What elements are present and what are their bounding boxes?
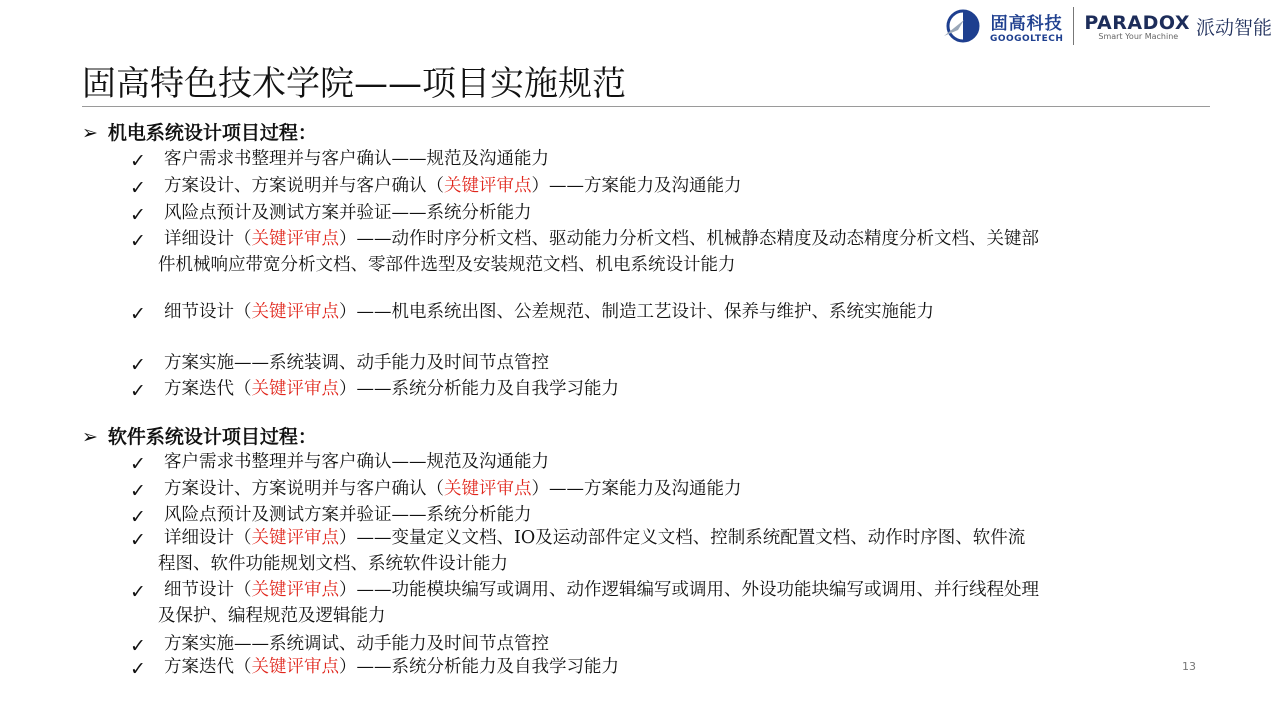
item-text: 详细设计（ (164, 229, 252, 249)
list-item-text (130, 449, 1040, 475)
item-text: 细节设计（ (164, 302, 252, 322)
list-item-text (130, 226, 1040, 278)
list-item (130, 200, 1040, 226)
item-highlight: 关键评审点 (251, 229, 339, 249)
list-item-text (130, 654, 1040, 680)
header-logos (942, 4, 1272, 48)
item-text-suffix: ）——方案能力及沟通能力 (531, 479, 742, 499)
list-item (130, 525, 1040, 577)
item-highlight: 关键评审点 (251, 379, 339, 399)
list-item-text (130, 476, 1040, 502)
checkmark-icon: ✓ (130, 354, 146, 376)
googoltech-logo-icon (942, 6, 982, 46)
item-text: 客户需求书整理并与客户确认——规范及沟通能力 (164, 452, 549, 472)
paradox-tagline: Smart Your Machine (1098, 31, 1179, 41)
checkmark-icon: ✓ (130, 303, 146, 325)
checkmark-icon: ✓ (130, 635, 146, 657)
item-text: 风险点预计及测试方案并验证——系统分析能力 (164, 505, 532, 525)
item-text: 方案迭代（ (164, 657, 252, 677)
item-highlight: 关键评审点 (251, 302, 339, 322)
item-highlight: 关键评审点 (444, 176, 532, 196)
list-item (130, 476, 1040, 502)
list-item (130, 173, 1040, 199)
section-heading-text: 机电系统设计项目过程： (107, 122, 317, 144)
arrow-bullet-icon: ➢ (82, 122, 98, 144)
item-text-suffix: ）——变量定义文档、IO及运动部件定义文档、控制系统配置文档、动作时序图、软件流程图、软件功能规划文档、系统软件设计能力 (158, 528, 1026, 574)
list-item-text (130, 577, 1040, 629)
item-text: 方案设计、方案说明并与客户确认（ (164, 176, 444, 196)
item-text-suffix: ）——系统分析能力及自我学习能力 (339, 657, 619, 677)
section-heading-mechatronics (82, 118, 317, 145)
page-number: 13 (1182, 660, 1196, 673)
item-highlight: 关键评审点 (251, 657, 339, 677)
list-item-text (130, 350, 1040, 376)
paradox-name: PARADOX (1084, 11, 1190, 34)
checkmark-icon: ✓ (130, 506, 146, 528)
checkmark-icon: ✓ (130, 204, 146, 226)
list-item (130, 146, 1040, 172)
list-item (130, 350, 1040, 376)
item-text: 详细设计（ (164, 528, 252, 548)
paradox-cn-name: 派动智能 (1195, 16, 1272, 39)
item-text-suffix: ）——机电系统出图、公差规范、制造工艺设计、保养与维护、系统实施能力 (339, 302, 934, 322)
list-item-text (130, 376, 1040, 402)
list-item-text (130, 200, 1040, 226)
item-highlight: 关键评审点 (251, 528, 339, 548)
section-heading-software (82, 422, 317, 449)
arrow-bullet-icon: ➢ (82, 426, 98, 448)
list-item (130, 376, 1040, 402)
item-text: 方案设计、方案说明并与客户确认（ (164, 479, 444, 499)
item-text: 客户需求书整理并与客户确认——规范及沟通能力 (164, 149, 549, 169)
googoltech-cn-name: 固高科技 (990, 13, 1063, 34)
checkmark-icon: ✓ (130, 150, 146, 172)
list-item (130, 654, 1040, 680)
item-text: 细节设计（ (164, 580, 252, 600)
list-item-text (130, 173, 1040, 199)
list-item (130, 226, 1040, 278)
item-text: 方案迭代（ (164, 379, 252, 399)
list-item (130, 577, 1040, 629)
checkmark-icon: ✓ (130, 177, 146, 199)
list-item-text (130, 146, 1040, 172)
checkmark-icon: ✓ (130, 453, 146, 475)
checkmark-icon: ✓ (130, 480, 146, 502)
list-item-text (130, 525, 1040, 577)
item-text-suffix: ）——动作时序分析文档、驱动能力分析文档、机械静态精度及动态精度分析文档、关键部件机械响应带宽分析文档、零部件选型及安装规范文档、机电系统设计能力 (158, 229, 1039, 275)
item-highlight: 关键评审点 (444, 479, 532, 499)
item-text-suffix: ）——功能模块编写或调用、动作逻辑编写或调用、外设功能块编写或调用、并行线程处理及保护、编程规范及逻辑能力 (158, 580, 1039, 626)
checkmark-icon: ✓ (130, 581, 146, 603)
section-heading-text: 软件系统设计项目过程： (107, 426, 317, 448)
googoltech-en-name: GOOGOLTECH (989, 33, 1064, 44)
checkmark-icon: ✓ (130, 529, 146, 551)
item-text: 风险点预计及测试方案并验证——系统分析能力 (164, 203, 532, 223)
checkmark-icon: ✓ (130, 380, 146, 402)
list-item (130, 299, 1040, 325)
item-highlight: 关键评审点 (251, 580, 339, 600)
list-item (130, 449, 1040, 475)
item-text: 方案实施——系统装调、动手能力及时间节点管控 (164, 353, 549, 373)
item-text-suffix: ）——系统分析能力及自我学习能力 (339, 379, 619, 399)
title-divider (82, 106, 1210, 107)
googoltech-brand (990, 9, 1063, 44)
item-text-suffix: ）——方案能力及沟通能力 (531, 176, 742, 196)
list-item-text (130, 299, 1040, 325)
item-text: 方案实施——系统调试、动手能力及时间节点管控 (164, 634, 549, 654)
checkmark-icon: ✓ (130, 230, 146, 252)
paradox-brand (1084, 12, 1190, 41)
slide-title: 固高特色技术学院——项目实施规范 (82, 64, 626, 104)
logo-divider (1073, 7, 1074, 45)
checkmark-icon: ✓ (130, 658, 146, 680)
